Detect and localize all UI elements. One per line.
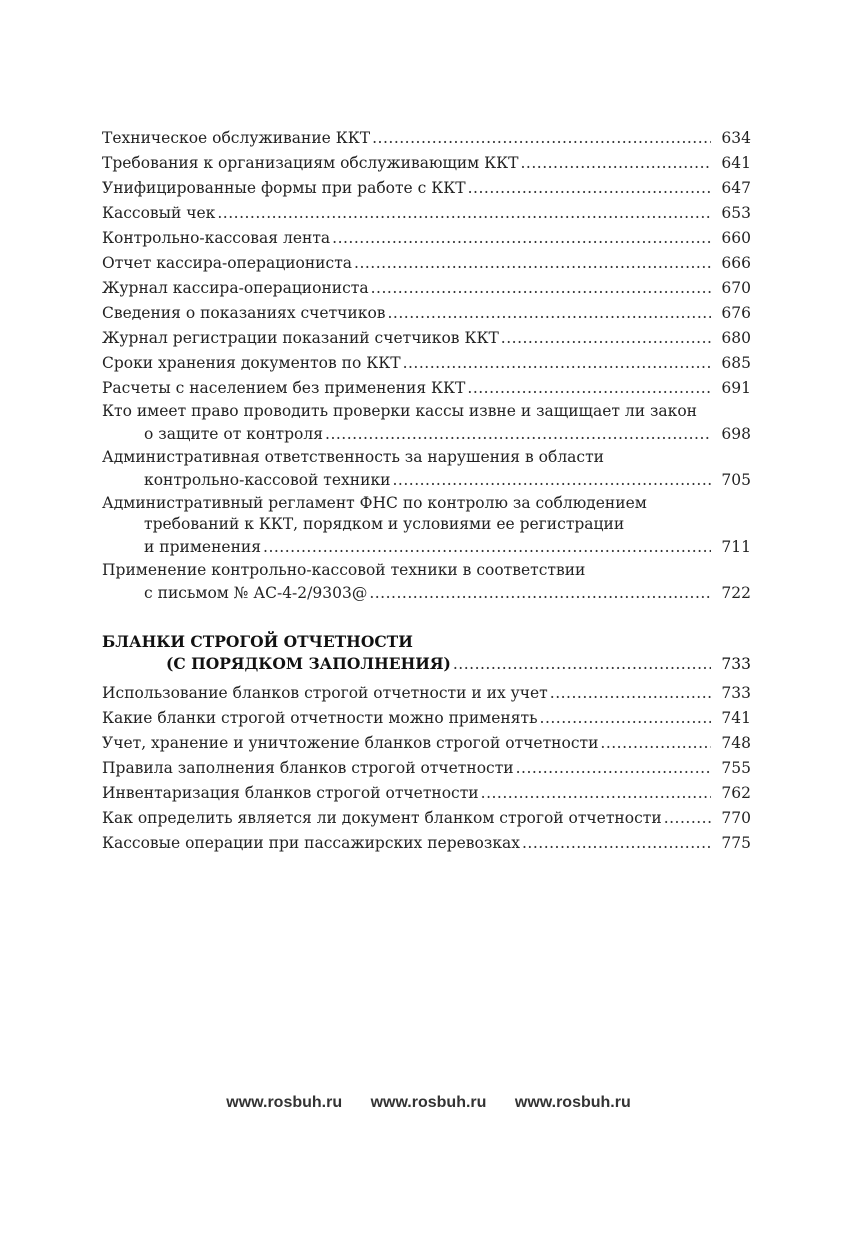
leader-dots — [453, 653, 711, 676]
toc-entry[interactable] — [102, 176, 751, 201]
toc-page-number: 670 — [721, 279, 751, 297]
toc-entry[interactable] — [102, 806, 751, 831]
toc-entry-title: Административная ответственность за нарушения в области — [102, 448, 604, 466]
section-heading — [102, 631, 751, 675]
section-title-line2-row — [102, 652, 751, 675]
toc-entry-line — [102, 447, 751, 468]
toc-entry-title: Правила заполнения бланков строгой отчетности — [102, 759, 514, 777]
toc-entry-line — [102, 226, 751, 251]
toc-entry[interactable] — [102, 681, 751, 706]
leader-dots — [516, 756, 711, 781]
toc-entry-title: требований к ККТ, порядком и условиями ее регистрации — [144, 515, 625, 533]
toc-entry[interactable] — [102, 251, 751, 276]
leader-dots — [522, 831, 711, 856]
leader-dots — [372, 126, 711, 151]
toc-entry-line — [102, 201, 751, 226]
toc-entry-title: Кассовый чек — [102, 204, 216, 222]
footer-link[interactable]: www.rosbuh.ru — [226, 1094, 343, 1111]
toc-page-number: 680 — [721, 329, 751, 347]
toc-entry[interactable] — [102, 376, 751, 401]
toc-entry[interactable] — [102, 493, 751, 560]
toc-entry[interactable] — [102, 831, 751, 856]
toc-entry[interactable] — [102, 560, 751, 606]
toc-page-number: 647 — [721, 179, 751, 197]
toc-entry-line — [102, 535, 751, 560]
toc-entry-line — [102, 560, 751, 581]
toc-entry[interactable] — [102, 351, 751, 376]
leader-dots — [600, 731, 711, 756]
toc-page-number: 660 — [721, 229, 751, 247]
toc-page-number: 741 — [721, 709, 751, 727]
toc-entry[interactable] — [102, 226, 751, 251]
toc-entry-title: Сведения о показаниях счетчиков — [102, 304, 386, 322]
leader-dots — [369, 581, 711, 606]
toc-page-number: 676 — [721, 304, 751, 322]
section-page-number: 733 — [721, 655, 751, 673]
toc-page-number: 762 — [721, 784, 751, 802]
toc-entry[interactable] — [102, 781, 751, 806]
toc-entry[interactable] — [102, 276, 751, 301]
section-table-of-contents — [102, 681, 751, 856]
toc-entry-title: Как определить является ли документ бланком строгой отчетности — [102, 809, 662, 827]
leader-dots — [501, 326, 711, 351]
toc-page-number: 691 — [721, 379, 751, 397]
leader-dots — [403, 351, 711, 376]
toc-entry-title: Журнал кассира-операциониста — [102, 279, 369, 297]
toc-page-number: 775 — [721, 834, 751, 852]
toc-page-number: 755 — [721, 759, 751, 777]
toc-page-number: 711 — [721, 538, 751, 556]
toc-entry-title: Какие бланки строгой отчетности можно применять — [102, 709, 538, 727]
toc-entry-line — [102, 351, 751, 376]
toc-entry-title: Учет, хранение и уничтожение бланков строгой отчетности — [102, 734, 599, 752]
toc-page-number: 653 — [721, 204, 751, 222]
toc-entry-title: о защите от контроля — [144, 425, 324, 443]
toc-entry[interactable] — [102, 401, 751, 447]
toc-entry-line — [102, 251, 751, 276]
toc-page-number: 634 — [721, 129, 751, 147]
toc-entry-line — [102, 301, 751, 326]
toc-entry-title: Сроки хранения документов по ККТ — [102, 354, 401, 372]
leader-dots — [540, 706, 711, 731]
toc-entry-title: Применение контрольно-кассовой техники в соответствии — [102, 561, 586, 579]
toc-entry[interactable] — [102, 126, 751, 151]
toc-entry[interactable] — [102, 326, 751, 351]
toc-entry[interactable] — [102, 756, 751, 781]
footer-link[interactable]: www.rosbuh.ru — [514, 1094, 631, 1111]
toc-entry-title: Контрольно-кассовая лента — [102, 229, 331, 247]
leader-dots — [521, 151, 712, 176]
toc-page-number: 698 — [721, 425, 751, 443]
toc-entry-title: Расчеты с населением без применения ККТ — [102, 379, 466, 397]
toc-entry[interactable] — [102, 731, 751, 756]
toc-entry[interactable] — [102, 151, 751, 176]
toc-page-number: 748 — [721, 734, 751, 752]
leader-dots — [467, 376, 711, 401]
leader-dots — [354, 251, 711, 276]
table-of-contents — [102, 126, 751, 606]
toc-entry[interactable] — [102, 301, 751, 326]
toc-entry-title: Кассовые операции при пассажирских перевозках — [102, 834, 520, 852]
toc-entry-title: Инвентаризация бланков строгой отчетности — [102, 784, 479, 802]
toc-page-number: 733 — [721, 684, 751, 702]
toc-entry[interactable] — [102, 201, 751, 226]
toc-entry-title: Унифицированные формы при работе с ККТ — [102, 179, 466, 197]
toc-entry-line — [102, 376, 751, 401]
leader-dots — [664, 806, 711, 831]
toc-entry-title: Техническое обслуживание ККТ — [102, 129, 371, 147]
toc-page-number: 722 — [721, 584, 751, 602]
toc-entry[interactable] — [102, 447, 751, 493]
leader-dots — [332, 226, 711, 251]
section-title-line2: (С ПОРЯДКОМ ЗАПОЛНЕНИЯ) — [166, 654, 451, 673]
footer-links — [0, 1094, 857, 1112]
leader-dots — [217, 201, 711, 226]
toc-entry[interactable] — [102, 706, 751, 731]
toc-page-number: 641 — [721, 154, 751, 172]
toc-page-number: 666 — [721, 254, 751, 272]
leader-dots — [468, 176, 711, 201]
toc-entry-title: контрольно-кассовой техники — [144, 471, 391, 489]
toc-page-number: 705 — [721, 471, 751, 489]
toc-entry-title: Журнал регистрации показаний счетчиков ККТ — [102, 329, 499, 347]
toc-entry-line — [102, 176, 751, 201]
section-title-line1: БЛАНКИ СТРОГОЙ ОТЧЕТНОСТИ — [102, 632, 413, 651]
toc-entry-title: с письмом № АС-4-2/9303@ — [144, 584, 368, 602]
leader-dots — [388, 301, 712, 326]
toc-page-number: 685 — [721, 354, 751, 372]
toc-entry-line — [102, 514, 751, 535]
leader-dots — [325, 422, 711, 447]
toc-entry-title: Использование бланков строгой отчетности и их учет — [102, 684, 548, 702]
toc-entry-title: и применения — [144, 538, 262, 556]
toc-entry-line — [102, 401, 751, 422]
leader-dots — [371, 276, 711, 301]
toc-entry-line — [102, 326, 751, 351]
toc-entry-line — [102, 276, 751, 301]
leader-dots — [481, 781, 711, 806]
toc-entry-line — [102, 493, 751, 514]
footer-link[interactable]: www.rosbuh.ru — [370, 1094, 487, 1111]
toc-entry-title: Кто имеет право проводить проверки кассы извне и защищает ли закон — [102, 402, 698, 420]
leader-dots — [550, 681, 711, 706]
toc-entry-line — [102, 468, 751, 493]
toc-entry-line — [102, 581, 751, 606]
toc-entry-title: Административный регламент ФНС по контролю за соблюдением — [102, 494, 647, 512]
leader-dots — [263, 535, 711, 560]
toc-page-number: 770 — [721, 809, 751, 827]
toc-entry-line — [102, 422, 751, 447]
leader-dots — [392, 468, 711, 493]
toc-entry-line — [102, 151, 751, 176]
toc-entry-title: Отчет кассира-операциониста — [102, 254, 353, 272]
toc-entry-title: Требования к организациям обслуживающим ККТ — [102, 154, 519, 172]
toc-entry-line — [102, 126, 751, 151]
